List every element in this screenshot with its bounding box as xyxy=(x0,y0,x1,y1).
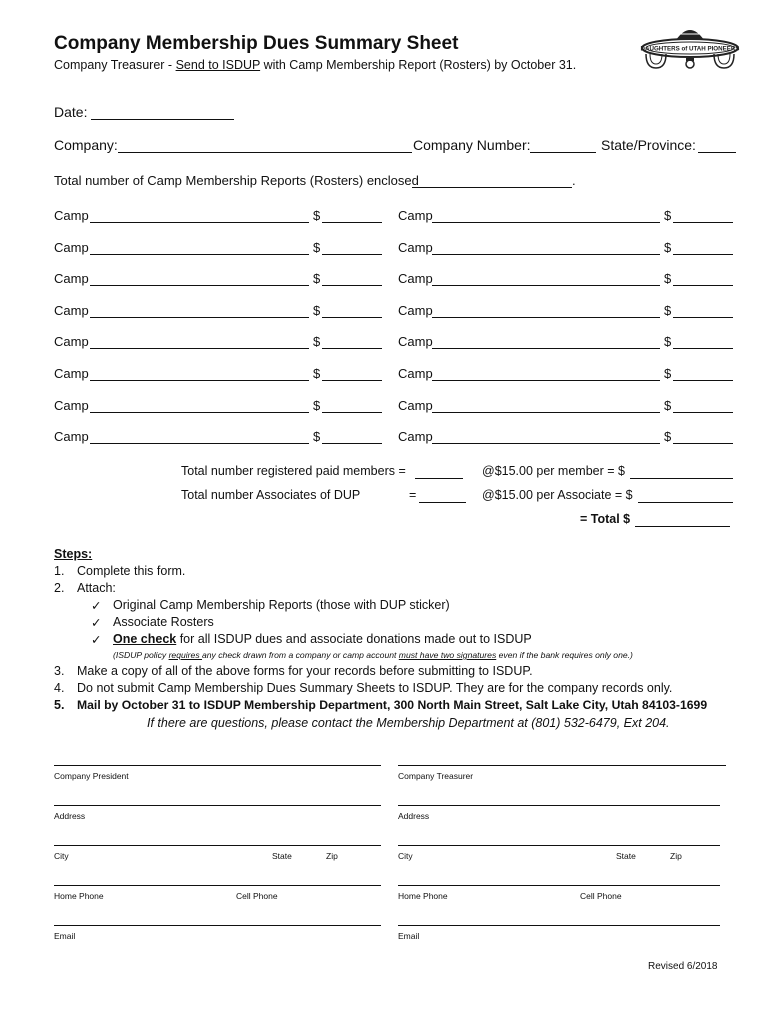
dollar-sign: $ xyxy=(664,397,672,413)
dollar-sign: $ xyxy=(664,302,672,318)
camp-name-field-right-7[interactable] xyxy=(432,412,660,413)
treasurer-phone-field[interactable] xyxy=(398,885,720,886)
president-city-field[interactable] xyxy=(54,845,381,846)
checkmark-icon: ✓ xyxy=(91,633,102,647)
camp-name-field-right-6[interactable] xyxy=(432,380,660,381)
treasurer-address-field[interactable] xyxy=(398,805,720,806)
treasurer-email-label: Email xyxy=(398,931,420,941)
camp-name-field-right-8[interactable] xyxy=(432,443,660,444)
camp-name-field-left-1[interactable] xyxy=(90,222,309,223)
company-label: Company: xyxy=(54,137,118,153)
page-title: Company Membership Dues Summary Sheet xyxy=(54,33,459,54)
president-email-label: Email xyxy=(54,931,76,941)
treasurer-label: Company Treasurer xyxy=(398,771,474,781)
registered-members-field[interactable] xyxy=(415,478,463,479)
camp-amount-field-left-8[interactable] xyxy=(322,443,382,444)
steps-heading: Steps: xyxy=(54,547,93,561)
camp-label: Camp xyxy=(398,366,433,381)
camp-label: Camp xyxy=(54,397,89,413)
step-4: Do not submit Camp Membership Dues Summary Sheets to ISDUP. They are for the company records only. xyxy=(77,681,673,695)
dollar-sign: $ xyxy=(313,208,321,223)
camp-label: Camp xyxy=(398,239,433,255)
camp-name-field-left-7[interactable] xyxy=(90,412,309,413)
per-member-label: @$15.00 per member = $ xyxy=(482,464,625,478)
associates-field[interactable] xyxy=(419,502,466,503)
camp-amount-field-left-5[interactable] xyxy=(322,348,382,349)
registered-members-label: Total number registered paid members = xyxy=(181,464,406,478)
dup-bonnet-logo-icon xyxy=(636,18,744,76)
president-name-field[interactable] xyxy=(54,765,381,766)
camp-amount-field-right-2[interactable] xyxy=(673,254,733,255)
camp-name-field-left-8[interactable] xyxy=(90,443,309,444)
camp-label: Camp xyxy=(398,334,433,350)
camp-label: Camp xyxy=(54,429,89,445)
total-reports-label: Total number of Camp Membership Reports (Rosters) enclosed xyxy=(54,173,419,188)
treasurer-home-phone-label: Home Phone xyxy=(398,891,448,901)
treasurer-state-label: State xyxy=(616,851,636,861)
attach-item-3: One check for all ISDUP dues and associate donations made out to ISDUP xyxy=(113,632,532,646)
dollar-sign: $ xyxy=(313,429,321,445)
treasurer-zip-label: Zip xyxy=(670,851,682,861)
company-number-label: Company Number: xyxy=(413,137,531,153)
attach-item-2: Associate Rosters xyxy=(113,615,214,629)
grand-total-field[interactable] xyxy=(635,526,730,527)
dollar-sign: $ xyxy=(664,208,672,223)
camp-label: Camp xyxy=(54,239,89,255)
camp-label: Camp xyxy=(54,208,89,223)
company-field[interactable] xyxy=(118,152,412,153)
logo-text: DAUGHTERS of UTAH PIONEERS xyxy=(640,45,740,53)
camp-amount-field-left-6[interactable] xyxy=(322,380,382,381)
treasurer-email-field[interactable] xyxy=(398,925,720,926)
dollar-sign: $ xyxy=(664,429,672,445)
camp-amount-field-left-2[interactable] xyxy=(322,254,382,255)
camp-amount-field-right-3[interactable] xyxy=(673,285,733,286)
camp-name-field-left-5[interactable] xyxy=(90,348,309,349)
camp-label: Camp xyxy=(398,429,433,445)
camp-label: Camp xyxy=(398,208,433,223)
state-province-field[interactable] xyxy=(698,152,736,153)
camp-label: Camp xyxy=(398,271,433,287)
president-label: Company President xyxy=(54,771,129,781)
president-state-label: State xyxy=(272,851,292,861)
dollar-sign: $ xyxy=(313,334,321,350)
dollar-sign: $ xyxy=(313,302,321,318)
president-home-phone-label: Home Phone xyxy=(54,891,104,901)
treasurer-city-label: City xyxy=(398,851,413,861)
camp-amount-field-right-4[interactable] xyxy=(673,317,733,318)
attach-item-1: Original Camp Membership Reports (those with DUP sticker) xyxy=(113,598,450,612)
step-2: Attach: xyxy=(77,581,116,595)
dollar-sign: $ xyxy=(664,366,672,381)
subtitle: Company Treasurer - Send to ISDUP with Camp Membership Report (Rosters) by October 31. xyxy=(54,58,577,72)
policy-note: (ISDUP policy requires any check drawn from a company or camp account must have two signatures even if the bank requires only one.) xyxy=(113,650,633,660)
camp-name-field-right-5[interactable] xyxy=(432,348,660,349)
camp-label: Camp xyxy=(398,302,433,318)
camp-label: Camp xyxy=(54,366,89,381)
camp-amount-field-left-1[interactable] xyxy=(322,222,382,223)
camp-amount-field-left-3[interactable] xyxy=(322,285,382,286)
dollar-sign: $ xyxy=(664,239,672,255)
camp-name-field-left-2[interactable] xyxy=(90,254,309,255)
associate-amount-field[interactable] xyxy=(638,502,733,503)
dollar-sign: $ xyxy=(313,366,321,381)
camp-name-field-right-1[interactable] xyxy=(432,222,660,223)
checkmark-icon: ✓ xyxy=(91,599,102,613)
president-zip-label: Zip xyxy=(326,851,338,861)
camp-amount-field-right-8[interactable] xyxy=(673,443,733,444)
president-cell-phone-label: Cell Phone xyxy=(236,891,278,901)
treasurer-address-label: Address xyxy=(398,811,430,821)
president-phone-field[interactable] xyxy=(54,885,381,886)
dollar-sign: $ xyxy=(664,271,672,287)
step-1: Complete this form. xyxy=(77,564,186,578)
checkmark-icon: ✓ xyxy=(91,616,102,630)
camp-amount-field-left-7[interactable] xyxy=(322,412,382,413)
camp-amount-field-right-7[interactable] xyxy=(673,412,733,413)
send-to-isdup-text: Send to ISDUP xyxy=(175,58,261,72)
dollar-sign: $ xyxy=(313,271,321,287)
camp-label: Camp xyxy=(398,397,433,413)
state-province-label: State/Province: xyxy=(601,137,696,153)
per-associate-label: @$15.00 per Associate = $ xyxy=(482,488,633,502)
president-city-label: City xyxy=(54,851,69,861)
questions-note: If there are questions, please contact the Membership Department at (801) 532-6479, Ext 204. xyxy=(147,716,670,730)
camp-label: Camp xyxy=(54,302,89,318)
camp-name-field-left-4[interactable] xyxy=(90,317,309,318)
step-5: Mail by October 31 to ISDUP Membership Department, 300 North Main Street, Salt Lake City, Utah 84103-1699 xyxy=(77,698,708,712)
camp-amount-field-left-4[interactable] xyxy=(322,317,382,318)
dollar-sign: $ xyxy=(313,239,321,255)
president-address-label: Address xyxy=(54,811,86,821)
total-reports-field[interactable] xyxy=(412,187,572,188)
camp-name-field-left-3[interactable] xyxy=(90,285,309,286)
camp-name-field-right-3[interactable] xyxy=(432,285,660,286)
treasurer-cell-phone-label: Cell Phone xyxy=(580,891,622,901)
grand-total-label: = Total $ xyxy=(580,512,631,526)
treasurer-name-field[interactable] xyxy=(398,765,726,766)
camp-name-field-left-6[interactable] xyxy=(90,380,309,381)
camp-amount-field-right-6[interactable] xyxy=(673,380,733,381)
president-address-field[interactable] xyxy=(54,805,381,806)
president-email-field[interactable] xyxy=(54,925,381,926)
associates-label: Total number Associates of DUP xyxy=(181,488,361,502)
treasurer-city-field[interactable] xyxy=(398,845,720,846)
company-number-field[interactable] xyxy=(530,152,596,153)
dollar-sign: $ xyxy=(313,397,321,413)
camp-name-field-right-4[interactable] xyxy=(432,317,660,318)
member-amount-field[interactable] xyxy=(630,478,733,479)
camp-label: Camp xyxy=(54,334,89,350)
date-label: Date: xyxy=(54,104,88,120)
date-field[interactable] xyxy=(91,119,234,120)
camp-name-field-right-2[interactable] xyxy=(432,254,660,255)
revised-date: Revised 6/2018 xyxy=(648,961,718,972)
dollar-sign: $ xyxy=(664,334,672,350)
step-3: Make a copy of all of the above forms for your records before submitting to ISDUP. xyxy=(77,664,533,678)
camp-label: Camp xyxy=(54,271,89,287)
camp-amount-field-right-1[interactable] xyxy=(673,222,733,223)
camp-amount-field-right-5[interactable] xyxy=(673,348,733,349)
